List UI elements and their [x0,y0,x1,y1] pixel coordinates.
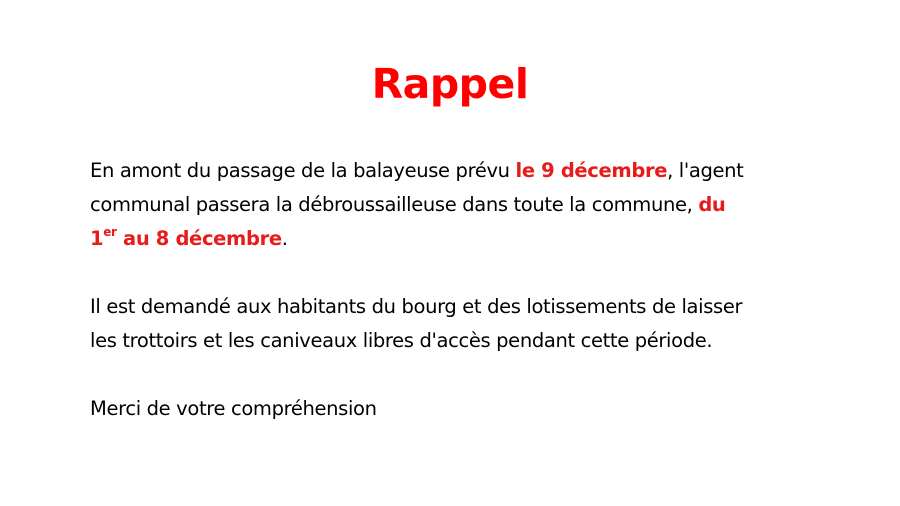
highlight-date-number: 1 [90,227,104,250]
highlight-date-sweeper: le 9 décembre [515,159,668,182]
paragraph-spacer [90,358,850,392]
slide-title: Rappel [371,60,529,108]
slide-body [90,154,850,426]
paragraph-line [90,222,850,256]
paragraph-request [90,290,850,358]
text-segment: . [281,227,288,250]
paragraph-spacer [90,256,850,290]
text-segment: En amont du passage de la balayeuse prévu [90,159,516,182]
highlight-date-superscript: er [103,225,117,239]
paragraph-line [90,188,850,222]
paragraph-line: Il est demandé aux habitants du bourg et des lotissements de laisser [90,295,743,318]
highlight-date-range-start: du [698,193,726,216]
text-segment: communal passera la débroussailleuse dans toute la commune, [90,193,699,216]
paragraph-line [90,154,850,188]
highlight-date-range-end: au 8 décembre [116,227,282,250]
text-segment: , l'agent [667,159,744,182]
closing-line: Merci de votre compréhension [90,397,377,420]
paragraph-line: les trottoirs et les caniveaux libres d'accès pendant cette période. [90,329,713,352]
paragraph-schedule [90,154,850,256]
